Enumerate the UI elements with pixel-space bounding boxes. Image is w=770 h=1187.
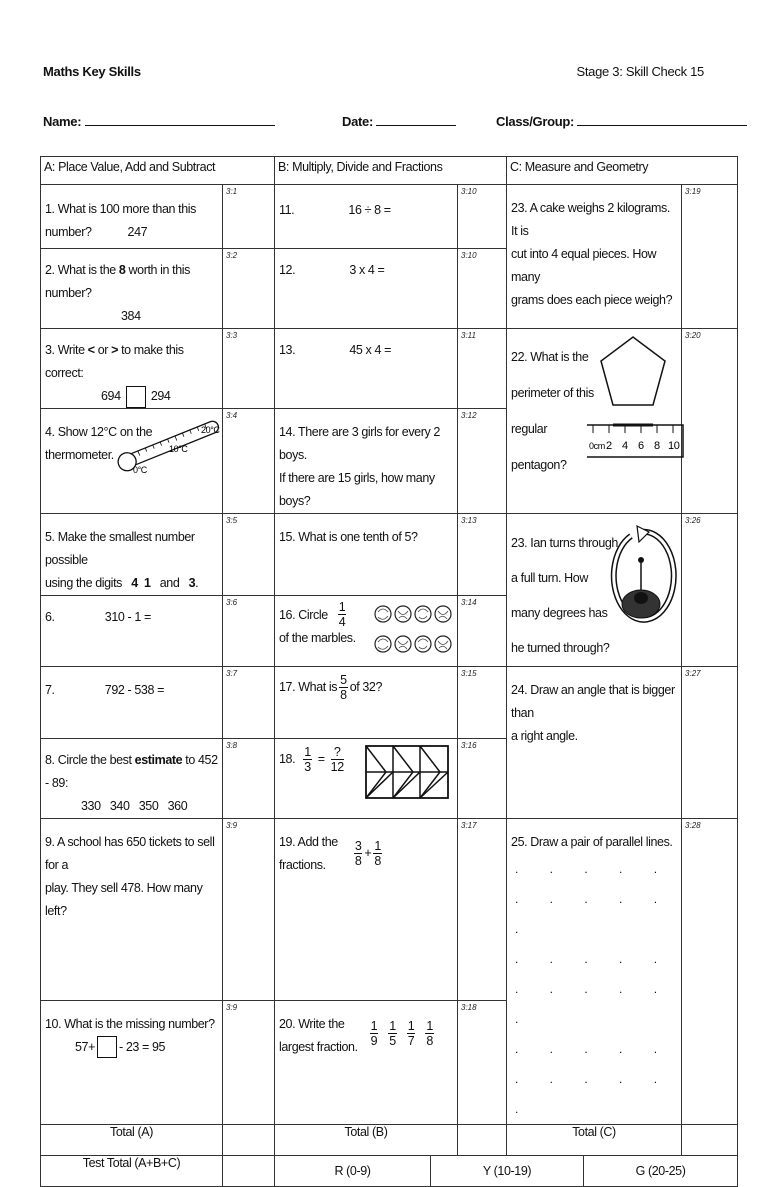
- q22-line1: 22. What is the: [511, 350, 589, 364]
- q23b-line2: a full turn. How: [511, 571, 588, 585]
- q19-line2: fractions.: [279, 858, 326, 872]
- ruler-label: 4: [622, 440, 628, 452]
- skill-code: 3:9: [226, 821, 238, 830]
- answer-box-13[interactable]: [458, 329, 507, 409]
- skill-code: 3:10: [461, 187, 477, 196]
- q20-fraction-4[interactable]: [425, 1019, 434, 1048]
- q17-b: of 32?: [349, 680, 383, 694]
- thermo-label-0: 0°C: [133, 465, 147, 475]
- q16-fraction: $\frac{1}{4}$: [338, 600, 346, 629]
- total-b-label: Total (B): [275, 1125, 458, 1156]
- date-line: [376, 113, 456, 126]
- q24-line1: 24. Draw an angle that is bigger than: [511, 683, 675, 720]
- q4-line2: thermometer.: [45, 448, 114, 462]
- question-18: [275, 739, 458, 819]
- skill-code: 3:12: [461, 411, 477, 420]
- q3-lt: <: [87, 343, 95, 357]
- q24-line2: a right angle.: [511, 729, 578, 743]
- skill-code: 3:15: [461, 669, 477, 678]
- skill-code: 3:1: [226, 187, 238, 196]
- date-label: Date:: [342, 114, 374, 129]
- q10-answer-box[interactable]: [97, 1036, 117, 1058]
- question-8: [41, 739, 223, 819]
- question-7: [41, 667, 223, 739]
- pentagon-ruler-diagram: [587, 333, 687, 463]
- skill-code: 3:3: [226, 331, 238, 340]
- question-19: [275, 819, 458, 1001]
- fraction-numerator: 1: [370, 1018, 378, 1033]
- name-label: Name:: [43, 114, 82, 129]
- answer-box-20[interactable]: [458, 1000, 507, 1124]
- band-green: G (20-25): [635, 1164, 686, 1178]
- skill-code: 3:14: [461, 598, 477, 607]
- answer-box-8[interactable]: [223, 739, 275, 819]
- q12-expr: 3 x 4 =: [349, 263, 385, 277]
- q17-fraction: $\frac{5}{8}$: [340, 673, 347, 702]
- q18-equals: =: [317, 752, 325, 766]
- answer-box-19[interactable]: [458, 819, 507, 1001]
- skill-code: 3:16: [461, 741, 477, 750]
- question-5: [41, 514, 223, 596]
- band-red: R (0-9): [275, 1156, 431, 1186]
- q20-line1: 20. Write the: [279, 1016, 345, 1031]
- q13-expr: 45 x 4 =: [349, 343, 391, 357]
- q5-digit-1: 4: [131, 576, 138, 590]
- question-23-turn: [507, 514, 682, 667]
- sheet-title: Maths Key Skills: [43, 64, 141, 79]
- skill-code: 3:28: [685, 821, 701, 830]
- answer-box-24[interactable]: [682, 667, 738, 819]
- answer-box-9[interactable]: [223, 819, 275, 1001]
- q23b-line3: many degrees has: [511, 606, 608, 620]
- total-c-label: Total (C): [507, 1125, 682, 1156]
- question-2: [41, 249, 223, 329]
- q19-plus: +: [364, 846, 372, 860]
- q3-gt: >: [111, 343, 118, 357]
- question-14: [275, 409, 458, 514]
- q5-digit-3: 3: [188, 576, 196, 590]
- skill-code: 3:4: [226, 411, 238, 420]
- dot-row-3: . . . . . . . . . . .: [515, 1042, 672, 1116]
- thermo-label-20: 20°C: [201, 425, 220, 435]
- name-field[interactable]: [43, 113, 275, 129]
- q11-num: 11.: [279, 203, 295, 217]
- question-12: [275, 249, 458, 329]
- answer-box-1[interactable]: [223, 185, 275, 249]
- question-6: [41, 596, 223, 667]
- skill-code: 3:6: [226, 598, 238, 607]
- ruler-label: 0cm: [589, 441, 605, 451]
- q9-line2: play. They sell 478. How many left?: [45, 881, 203, 918]
- question-25: [507, 819, 682, 1125]
- answer-box-3[interactable]: [223, 329, 275, 409]
- q19-line1: 19. Add the: [279, 835, 338, 849]
- answer-box-6[interactable]: [223, 596, 275, 667]
- q2-text-a: 2. What is the: [45, 263, 119, 277]
- answer-box-16[interactable]: [458, 596, 507, 667]
- date-field[interactable]: [342, 113, 456, 129]
- q3-right: 294: [150, 389, 171, 403]
- q18-fraction-2: $\frac{?}{12}$: [330, 745, 344, 774]
- question-20: [275, 1000, 458, 1124]
- q7-expr: 792 - 538 =: [104, 683, 164, 697]
- q1-line2: number?: [45, 225, 92, 239]
- fraction-denominator: 8: [426, 1033, 433, 1048]
- question-13: [275, 329, 458, 409]
- pentagon-shape: [601, 337, 665, 405]
- question-1: [41, 185, 223, 249]
- class-field[interactable]: [496, 113, 747, 129]
- answer-box-5[interactable]: [223, 514, 275, 596]
- q2-bold: 8: [118, 263, 126, 277]
- q12-num: 12.: [279, 263, 296, 277]
- question-9: [41, 819, 223, 1001]
- q5-digit-2: 1: [143, 576, 151, 590]
- stage-label: Stage 3: Skill Check 15: [576, 64, 704, 79]
- skill-code: 3:27: [685, 669, 701, 678]
- q23a-line3: grams does each piece weigh?: [511, 293, 673, 307]
- q18-a: 18.: [279, 752, 296, 766]
- ruler-label: 2: [606, 440, 612, 452]
- answer-box-22[interactable]: [682, 329, 738, 514]
- answer-box-23-turn[interactable]: [682, 514, 738, 667]
- answer-box-11[interactable]: [458, 185, 507, 249]
- q8-b: to 452 - 89:: [45, 753, 218, 790]
- column-header-c: C: Measure and Geometry: [507, 157, 738, 185]
- q3-or: or: [94, 343, 112, 357]
- q3-a: 3. Write: [45, 343, 88, 357]
- skill-code: 3:9: [226, 1002, 238, 1012]
- q7-num: 7.: [45, 683, 55, 697]
- dot-row-1: . . . . . . . . . . .: [515, 862, 672, 936]
- class-line: [577, 113, 747, 126]
- skill-code: 3:10: [461, 251, 477, 260]
- q2-value: 384: [121, 309, 141, 323]
- answer-box-17[interactable]: [458, 667, 507, 739]
- question-11: [275, 185, 458, 249]
- answer-box-7[interactable]: [223, 667, 275, 739]
- skill-code: 3:5: [226, 516, 238, 525]
- skill-code: 3:13: [461, 516, 477, 525]
- question-17: [275, 667, 458, 739]
- ruler-label: 8: [654, 440, 660, 452]
- q18-fraction-1: $\frac{1}{3}$: [304, 745, 311, 774]
- q20-fractions: [368, 1019, 436, 1048]
- q19-fraction-1: $\frac{3}{8}$: [354, 839, 362, 868]
- band-yellow: Y (10-19): [430, 1156, 584, 1186]
- marbles-image: [373, 602, 455, 658]
- dot-row-2: . . . . . . . . . . .: [515, 952, 672, 1026]
- q6-expr: 310 - 1 =: [104, 610, 151, 624]
- q14-line2: If there are 15 girls, how many boys?: [279, 471, 435, 508]
- q16-b: of the marbles.: [279, 631, 356, 645]
- skill-code: 3:11: [461, 331, 476, 340]
- q19-fraction-2: $\frac{1}{8}$: [374, 839, 381, 868]
- q23b-line1: 23. Ian turns through: [511, 536, 618, 550]
- class-label: Class/Group:: [496, 114, 575, 129]
- q8-a: 8. Circle the best: [45, 753, 135, 767]
- answer-box-14[interactable]: [458, 409, 507, 514]
- q8-options: 330 340 350 360: [81, 799, 188, 813]
- q20-line2: largest fraction.: [279, 1039, 358, 1054]
- fraction-denominator: 7: [407, 1033, 415, 1048]
- q25-line1: 25. Draw a pair of parallel lines.: [511, 835, 673, 849]
- answer-box-4[interactable]: [223, 409, 275, 514]
- q22-line3: regular: [511, 422, 548, 436]
- total-a-box[interactable]: [223, 1125, 275, 1156]
- q6-num: 6.: [45, 610, 55, 624]
- skill-code: 3:7: [226, 669, 238, 678]
- ruler-label: 10: [668, 440, 680, 452]
- q22-line2: perimeter of this: [511, 386, 594, 400]
- thermo-label-10: 10°C: [169, 444, 188, 454]
- answer-box-15[interactable]: [458, 514, 507, 596]
- q3-left: 694: [101, 389, 121, 403]
- answer-box-25[interactable]: [682, 819, 738, 1125]
- q10-line1: 10. What is the missing number?: [45, 1016, 215, 1031]
- question-22: [507, 329, 682, 514]
- q17-a: 17. What is: [279, 680, 338, 694]
- q23b-line4: he turned through?: [511, 641, 610, 655]
- total-b-box[interactable]: [458, 1125, 507, 1156]
- question-23-cake: [507, 185, 682, 329]
- q13-num: 13.: [279, 343, 296, 357]
- q14-line1: 14. There are 3 girls for every 2 boys.: [279, 425, 440, 462]
- q1-line1: 1. What is 100 more than this: [45, 202, 196, 216]
- band-cells-right: [482, 1156, 738, 1187]
- q10-a: 57+: [75, 1039, 96, 1054]
- q5-line2: using the digits: [45, 576, 122, 590]
- fraction-denominator: 9: [370, 1033, 378, 1048]
- answer-box-2[interactable]: [223, 249, 275, 329]
- q10-b: - 23 = 95: [119, 1039, 166, 1054]
- skill-code: 3:19: [685, 187, 701, 196]
- column-header-a: A: Place Value, Add and Subtract: [41, 157, 275, 185]
- skill-code: 3:2: [226, 251, 238, 260]
- q3-answer-box[interactable]: [126, 386, 146, 408]
- answer-box-18[interactable]: [458, 739, 507, 819]
- fraction-grid-diagram: [365, 745, 449, 799]
- skill-code: 3:8: [226, 741, 238, 750]
- q16-a: 16. Circle: [279, 607, 328, 622]
- q3-b: to make this correct:: [45, 343, 184, 380]
- thermometer-icon: [115, 413, 225, 477]
- turn-diagram: [607, 520, 683, 650]
- column-header-b: B: Multiply, Divide and Fractions: [275, 157, 507, 185]
- q5-dot: .: [195, 576, 199, 590]
- fraction-numerator: 1: [389, 1018, 396, 1033]
- skill-check-table: [40, 156, 738, 1187]
- test-total-label: Test Total (A+B+C): [41, 1156, 223, 1187]
- q4-line1: 4. Show 12°C on the: [45, 425, 153, 439]
- skill-code: 3:20: [685, 331, 701, 340]
- q23a-line2: cut into 4 equal pieces. How many: [511, 247, 657, 284]
- skill-code: 3:18: [461, 1002, 477, 1012]
- total-a-label: Total (A): [41, 1125, 223, 1156]
- turn-arrow-head: [637, 526, 649, 542]
- question-16: [275, 596, 458, 667]
- q20-fraction-3[interactable]: [407, 1019, 416, 1048]
- q1-value: 247: [127, 225, 148, 239]
- question-10: [41, 1000, 223, 1124]
- q15-text: 15. What is one tenth of 5?: [279, 530, 418, 544]
- name-line: [85, 113, 275, 126]
- fraction-numerator: 1: [407, 1018, 415, 1033]
- q2-text-b: worth in this number?: [45, 263, 191, 300]
- q20-fraction-1[interactable]: [370, 1019, 379, 1048]
- test-total-box[interactable]: [223, 1156, 275, 1187]
- skill-code: 3:17: [461, 821, 477, 830]
- question-24: [507, 667, 682, 819]
- question-4: [41, 409, 223, 514]
- q20-fraction-2[interactable]: [388, 1019, 397, 1048]
- q8-bold: estimate: [134, 753, 183, 767]
- q5-line1: 5. Make the smallest number possible: [45, 530, 195, 567]
- answer-box-12[interactable]: [458, 249, 507, 329]
- q22-line4: pentagon?: [511, 458, 567, 472]
- question-15: [275, 514, 458, 596]
- total-c-box[interactable]: [682, 1125, 738, 1156]
- question-3: [41, 329, 223, 409]
- fraction-numerator: 1: [426, 1018, 433, 1033]
- q11-expr: 16 ÷ 8 =: [348, 203, 391, 217]
- q5-and: and: [159, 576, 180, 590]
- answer-box-23-cake[interactable]: [682, 185, 738, 329]
- answer-box-10[interactable]: [223, 1000, 275, 1124]
- ruler-label: 6: [638, 440, 644, 452]
- q9-line1: 9. A school has 650 tickets to sell for a: [45, 835, 215, 872]
- fraction-denominator: 5: [389, 1033, 396, 1048]
- q23a-line1: 23. A cake weighs 2 kilograms. It is: [511, 201, 670, 238]
- skill-code: 3:26: [685, 516, 701, 525]
